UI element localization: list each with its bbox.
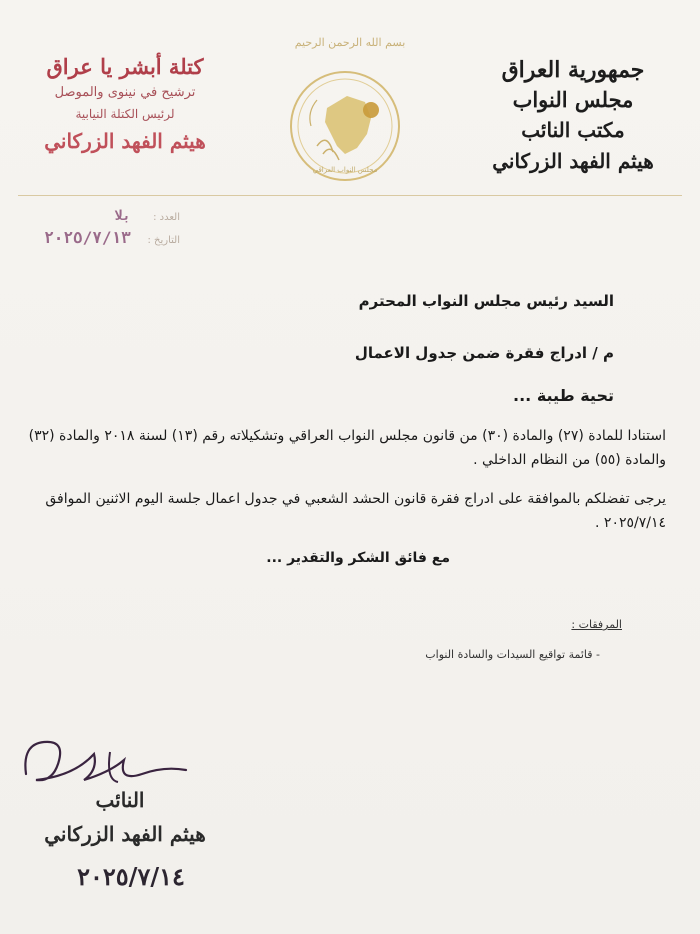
date-row (30, 228, 180, 248)
letterhead-right (468, 55, 678, 177)
office-name: مكتب النائب (521, 118, 625, 142)
country-name: جمهورية العراق (501, 57, 645, 83)
signature-date: ٢٠٢٥/٧/١٤ (77, 862, 185, 891)
bloc-subtitle-1: ترشيح في نينوى والموصل (54, 85, 196, 100)
iraq-parliament-emblem (287, 68, 403, 184)
reference-fields (30, 208, 180, 248)
body-paragraph-1: استنادا للمادة (٢٧) والمادة (٣٠) من قانون مجلس النواب العراقي وتشكيلاته رقم (١٣) لسنة ٢٠١٨ والمادة (٣٢) والمادة (٥٥) من النظام الداخلي . (28, 428, 666, 468)
date-label: التاريخ : (147, 235, 180, 246)
bullet-dash: - (592, 648, 600, 661)
closing-line: مع فائق الشكر والتقدير ... (266, 550, 450, 566)
mp-name: هيثم الفهد الزركاني (492, 149, 654, 173)
basmala-text: بسم الله الرحمن الرحيم (294, 36, 406, 49)
emblem-caption: مجلس النواب العراقي (312, 166, 378, 174)
signatory-name: هيثم الفهد الزركاني (44, 822, 206, 846)
addressee: السيد رئيس مجلس النواب المحترم (358, 292, 614, 310)
letterhead-left (20, 52, 230, 158)
bloc-leader-name: هيثم الفهد الزركاني (44, 129, 206, 153)
date-value: ٢٠٢٥/٧/١٣ (44, 228, 131, 247)
subject-line: م / ادراج فقرة ضمن جدول الاعمال (354, 344, 614, 362)
signatory-title: النائب (95, 788, 145, 812)
attachments-label: المرفقات : (571, 618, 622, 631)
greeting: تحية طيبة ... (513, 386, 614, 405)
header-divider (18, 195, 682, 196)
attachment-item (300, 648, 600, 661)
body-paragraph-2: يرجى تفضلكم بالموافقة على ادراج فقرة قانون الحشد الشعبي في جدول اعمال جلسة اليوم الاثنين الموافق ٢٠٢٥/٧/١٤ . (45, 491, 666, 531)
council-name: مجلس النواب (512, 87, 634, 112)
number-value: بلا (113, 208, 131, 224)
number-row (30, 208, 180, 228)
number-label: العدد : (153, 212, 180, 223)
attachment-item-text: قائمة تواقيع السيدات والسادة النواب (425, 648, 593, 661)
bloc-subtitle-2: لرئيس الكتلة النيابية (75, 107, 175, 121)
bloc-name: كتلة أبشر يا عراق (46, 54, 204, 79)
